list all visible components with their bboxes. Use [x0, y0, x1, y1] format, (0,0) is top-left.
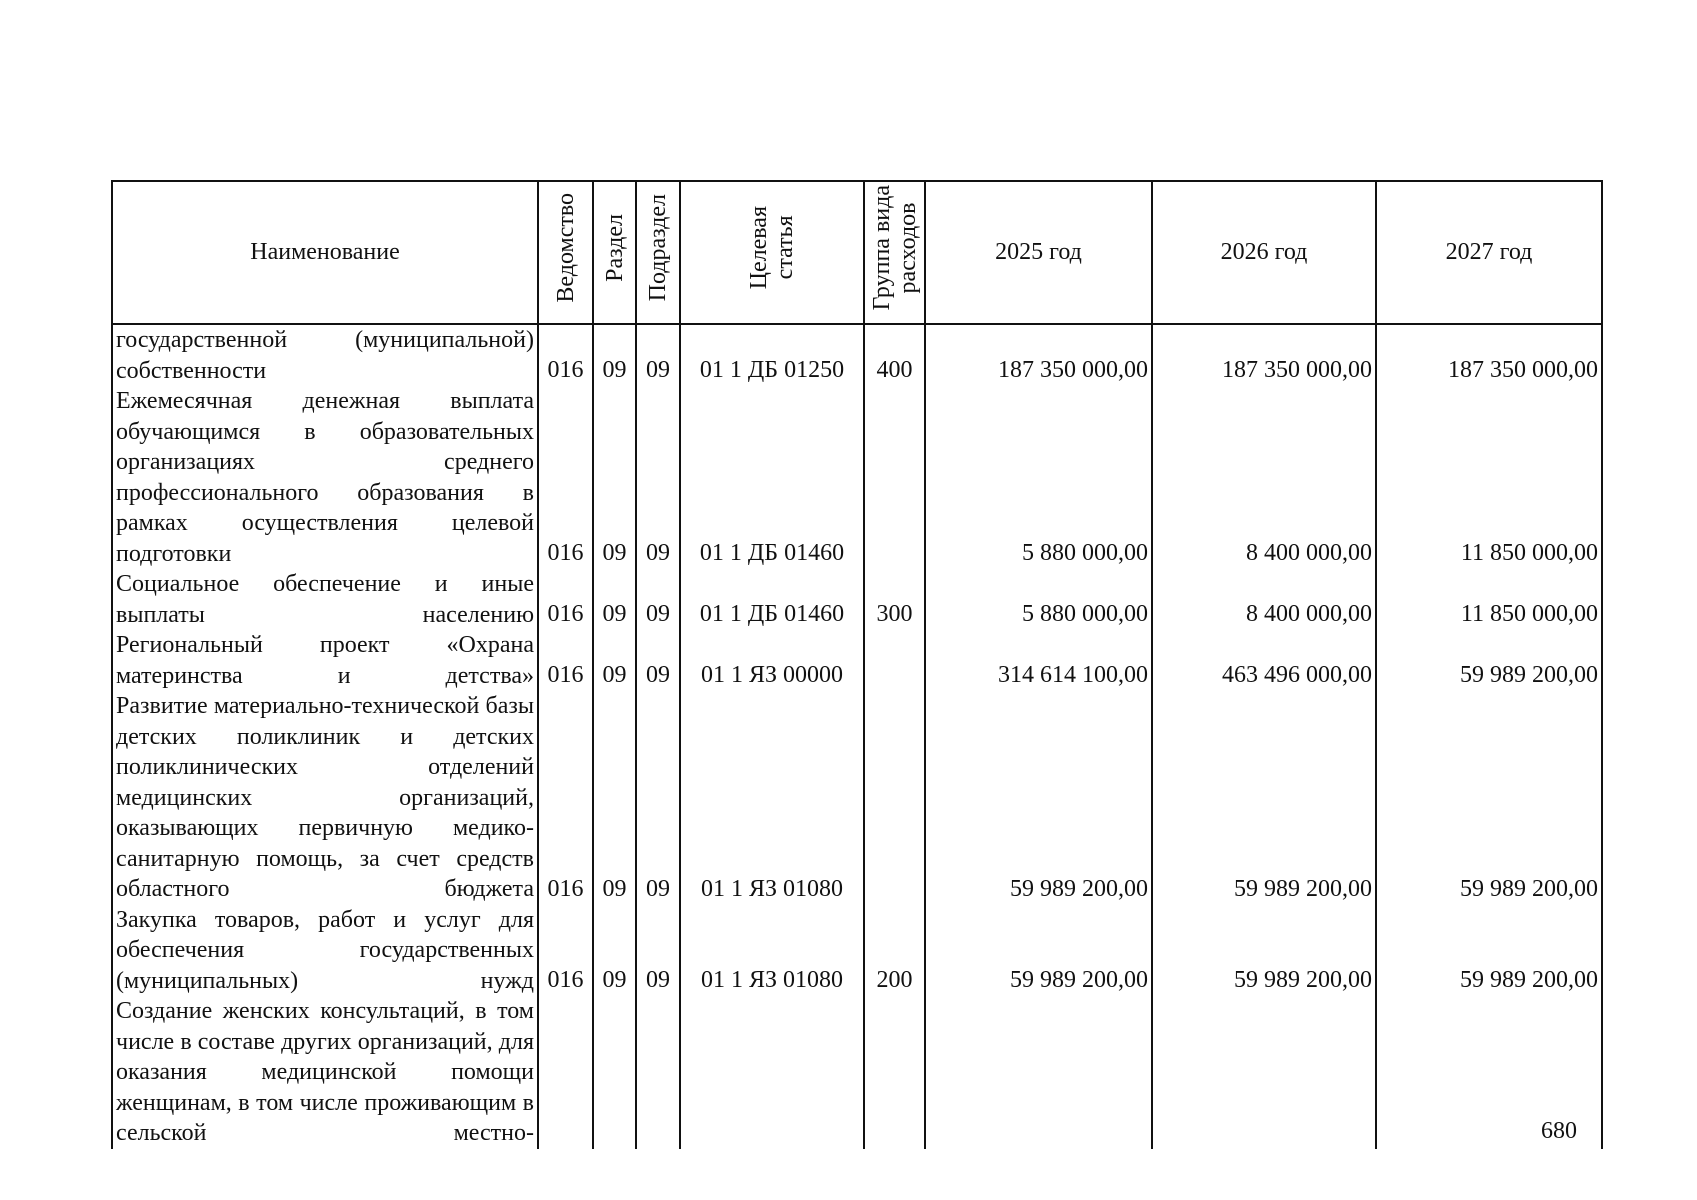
- row-name: Региональный проект «Охрана материнства и детства»: [112, 630, 538, 691]
- header-dept: Ведомство: [538, 181, 593, 324]
- row-2025: 314 614 100,00: [925, 630, 1152, 691]
- row-dept: [538, 996, 593, 1149]
- row-target: 01 1 ЯЗ 01080: [680, 691, 864, 905]
- row-2027: 59 989 200,00: [1376, 691, 1602, 905]
- row-section: 09: [593, 905, 636, 997]
- row-dept: 016: [538, 905, 593, 997]
- header-target: [680, 181, 864, 324]
- row-target: 01 1 ДБ 01460: [680, 569, 864, 630]
- row-group: 300: [864, 569, 925, 630]
- row-name: Закупка товаров, работ и услуг для обеспечения государственных (муниципальных) нужд: [112, 905, 538, 997]
- row-2026: 8 400 000,00: [1152, 569, 1376, 630]
- row-2025: 5 880 000,00: [925, 386, 1152, 569]
- row-name: Развитие материально-технической базы детских поликлиник и детских поликлинических отделений медицинских организаций, оказывающих первичную медико-санитарную помощь, за счет средств областного бюджета: [112, 691, 538, 905]
- row-section: 09: [593, 630, 636, 691]
- table-row: [112, 386, 1602, 569]
- row-group: 200: [864, 905, 925, 997]
- header-row: [112, 181, 1602, 324]
- row-target: 01 1 ЯЗ 01080: [680, 905, 864, 997]
- row-group: [864, 386, 925, 569]
- row-2025: 5 880 000,00: [925, 569, 1152, 630]
- header-2026: 2026 год: [1152, 181, 1376, 324]
- row-subsection: 09: [636, 691, 680, 905]
- row-dept: 016: [538, 324, 593, 386]
- row-2025: [925, 996, 1152, 1149]
- row-2025: 187 350 000,00: [925, 324, 1152, 386]
- row-dept: 016: [538, 630, 593, 691]
- header-target-line2: статья: [772, 216, 798, 280]
- table-row: [112, 905, 1602, 997]
- row-target: 01 1 ЯЗ 00000: [680, 630, 864, 691]
- header-2025: 2025 год: [925, 181, 1152, 324]
- row-name: Создание женских консультаций, в том числе в составе других организаций, для оказания медицинской помощи женщинам, в том числе проживающим в сельской местно-: [112, 996, 538, 1149]
- row-subsection: 09: [636, 386, 680, 569]
- header-2027: 2027 год: [1376, 181, 1602, 324]
- header-subsection: Подраздел: [636, 181, 680, 324]
- table-row: [112, 324, 1602, 386]
- row-group: [864, 996, 925, 1149]
- row-dept: 016: [538, 691, 593, 905]
- table-row: [112, 569, 1602, 630]
- page-number: 680: [1541, 1118, 1577, 1144]
- row-section: 09: [593, 569, 636, 630]
- row-target: 01 1 ДБ 01250: [680, 324, 864, 386]
- header-group: [864, 181, 925, 324]
- row-subsection: 09: [636, 324, 680, 386]
- row-2026: 463 496 000,00: [1152, 630, 1376, 691]
- row-2026: 8 400 000,00: [1152, 386, 1376, 569]
- row-subsection: [636, 996, 680, 1149]
- row-subsection: 09: [636, 569, 680, 630]
- row-section: 09: [593, 324, 636, 386]
- table-row: [112, 691, 1602, 905]
- row-2025: 59 989 200,00: [925, 905, 1152, 997]
- row-2025: 59 989 200,00: [925, 691, 1152, 905]
- header-name: Наименование: [112, 181, 538, 324]
- budget-table: [111, 180, 1603, 1149]
- header-group-line2: расходов: [894, 202, 921, 294]
- row-group: [864, 691, 925, 905]
- row-section: [593, 996, 636, 1149]
- row-dept: 016: [538, 569, 593, 630]
- row-2027: 59 989 200,00: [1376, 905, 1602, 997]
- row-target: [680, 996, 864, 1149]
- row-2026: 187 350 000,00: [1152, 324, 1376, 386]
- row-subsection: 09: [636, 630, 680, 691]
- header-group-line1: Группа вида: [868, 185, 895, 311]
- row-name: Ежемесячная денежная выплата обучающимся в образовательных организациях среднего профессионального образования в рамках осуществления целевой подготовки: [112, 386, 538, 569]
- header-section: Раздел: [593, 181, 636, 324]
- row-name: государственной (муниципальной) собственности: [112, 324, 538, 386]
- row-group: [864, 630, 925, 691]
- row-dept: 016: [538, 386, 593, 569]
- row-name: Социальное обеспечение и иные выплаты населению: [112, 569, 538, 630]
- table-row: [112, 630, 1602, 691]
- row-2027: 187 350 000,00: [1376, 324, 1602, 386]
- row-subsection: 09: [636, 905, 680, 997]
- row-2027: 11 850 000,00: [1376, 569, 1602, 630]
- row-target: 01 1 ДБ 01460: [680, 386, 864, 569]
- row-2027: 59 989 200,00: [1376, 630, 1602, 691]
- header-target-line1: Целевая: [746, 206, 772, 290]
- row-section: 09: [593, 386, 636, 569]
- table-row-continued: [112, 996, 1602, 1149]
- row-2026: 59 989 200,00: [1152, 691, 1376, 905]
- row-group: 400: [864, 324, 925, 386]
- row-section: 09: [593, 691, 636, 905]
- row-2026: 59 989 200,00: [1152, 905, 1376, 997]
- row-2026: [1152, 996, 1376, 1149]
- row-2027: 11 850 000,00: [1376, 386, 1602, 569]
